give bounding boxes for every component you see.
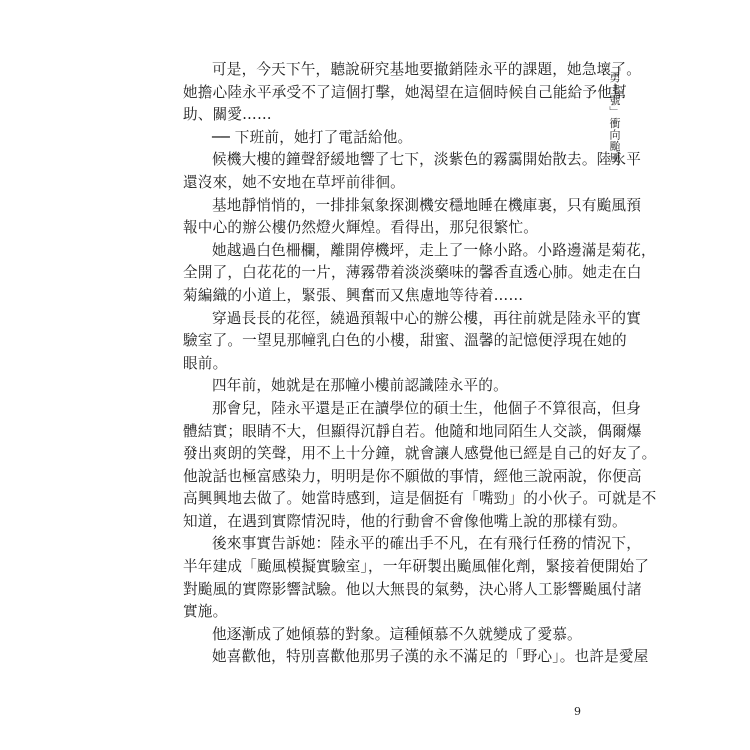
text-line: 還沒來，她不安地在草坪前徘徊。 [183, 173, 405, 191]
text-line: 基地靜悄悄的，一排排氣象探測機安穩地睡在機庫裏，只有颱風預 [212, 196, 642, 214]
text-line: 可是，今天下午，聽說研究基地要撤銷陸永平的課題，她急壞了。 [212, 61, 642, 78]
page-number: 9 [574, 705, 581, 718]
text-line: 助、關愛…… [183, 106, 272, 124]
text-line: 全開了，白花花的一片，薄霧帶着淡淡藥味的馨香直透心肺。她走在白 [183, 264, 642, 282]
text-line: 她擔心陸永平承受不了這個打擊，她渴望在這個時候自己能給予他幫 [183, 83, 627, 101]
text-line: 他逐漸成了她傾慕的對象。這種傾慕不久就變成了愛慕。 [212, 625, 582, 643]
text-line: 知道，在遇到實際情況時，他的行動會不會像他嘴上說的那樣有勁。 [183, 512, 627, 530]
text-line: 穿過長長的花徑，繞過預報中心的辦公樓，再往前就是陸永平的實 [212, 309, 642, 327]
text-line: 後來事實告訴她：陸永平的確出手不凡，在有飛行任務的情況下， [212, 535, 642, 553]
text-line: 驗室了。一望見那幢乳白色的小樓，甜蜜、溫馨的記憶便浮現在她的 [183, 332, 627, 350]
text-line: 候機大樓的鐘聲舒緩地響了七下，淡紫色的霧靄開始散去。陸永平 [212, 151, 642, 169]
text-line: 高興興地去做了。她當時感到，這是個挺有「嘴勁」的小伙子。可就是不 [183, 490, 657, 508]
text-line: 她越過白色柵欄，離開停機坪，走上了一條小路。小路邊滿是菊花， [212, 241, 656, 259]
text-line: 那會兒，陸永平還是正在讀學位的碩士生，他個子不算很高，但身 [212, 399, 642, 417]
text-line: 發出爽朗的笑聲，用不上十分鐘，就會讓人感覺他已經是自己的好友了。 [183, 445, 657, 463]
text-line: 四年前，她就是在那幢小樓前認識陸永平的。 [212, 377, 508, 395]
text-line: 她喜歡他，特別喜歡他那男子漢的永不滿足的「野心」。也許是愛屋 [212, 648, 649, 666]
text-line: 菊編織的小道上，緊張、興奮而又焦慮地等待着…… [183, 286, 524, 304]
text-line: 體結實；眼睛不大，但顯得沉靜自若。他隨和地同陌生人交談，偶爾爆 [183, 422, 642, 440]
text-line: ── 下班前，她打了電話給他。 [212, 128, 413, 146]
text-line: 眼前。 [183, 354, 228, 372]
running-head: 「勇士號」衝向颱風 [608, 60, 621, 164]
text-line: 實施。 [183, 603, 228, 621]
text-line: 對颱風的實際影響試驗。他以大無畏的氣勢，決心將人工影響颱風付諸 [183, 580, 642, 598]
text-line: 半年建成「颱風模擬實驗室」，一年研製出颱風催化劑，緊接着便開始了 [183, 558, 650, 576]
text-line: 他說話也極富感染力，明明是你不願做的事情，經他三說兩說，你便高 [183, 467, 642, 485]
text-line: 報中心的辦公樓仍然燈火輝煌。看得出，那兒很繁忙。 [183, 219, 539, 237]
